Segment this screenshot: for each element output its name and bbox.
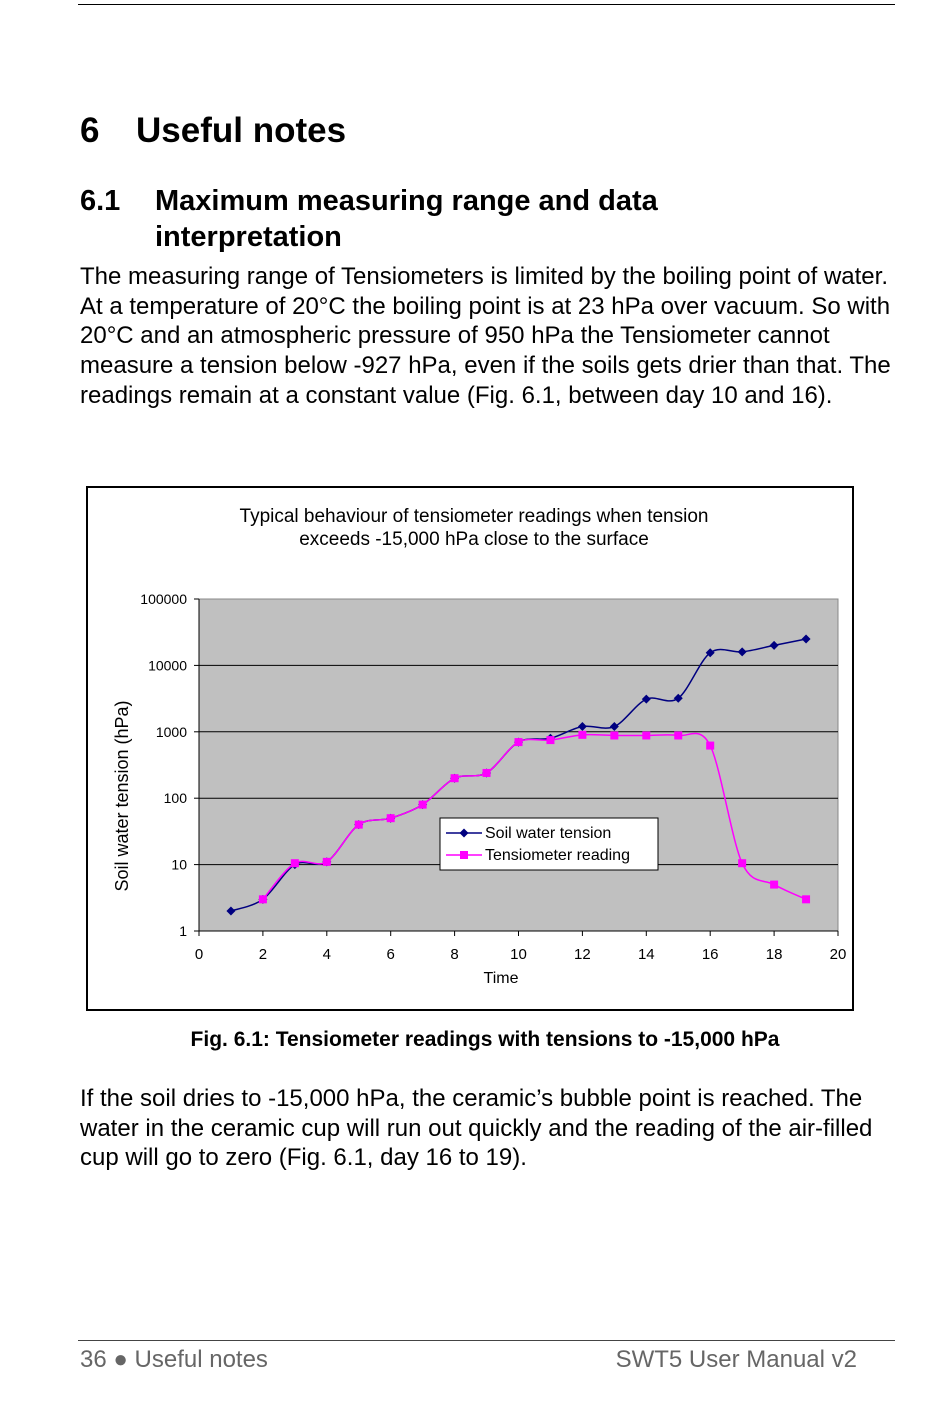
x-tick-label: 10 — [510, 946, 527, 963]
section-number: 6 — [80, 111, 100, 150]
subsection-number: 6.1 — [80, 185, 121, 217]
data-point — [483, 769, 491, 777]
plot-area — [140, 591, 846, 963]
x-tick-label: 8 — [450, 946, 459, 963]
y-tick-label: 100 — [163, 790, 187, 807]
x-axis-label: Time — [483, 970, 519, 987]
data-point — [259, 895, 267, 903]
x-tick-label: 18 — [765, 946, 783, 963]
figure-caption: Fig. 6.1: Tensiometer readings with tensions to -15,000 hPa — [190, 1028, 780, 1051]
data-point — [578, 731, 586, 739]
chart-title-line2: exceeds -15,000 hPa close to the surface — [299, 529, 649, 550]
data-point — [770, 881, 778, 889]
x-tick-label: 14 — [637, 946, 655, 963]
y-tick-label: 1 — [179, 923, 187, 939]
x-tick-label: 16 — [701, 946, 719, 963]
chart-svg — [88, 488, 856, 1013]
y-tick-label: 1000 — [155, 723, 187, 740]
x-tick-label: 2 — [258, 946, 268, 963]
y-tick-label: 10 — [171, 856, 187, 873]
legend-label: Soil water tension — [485, 825, 612, 842]
data-point — [546, 736, 554, 744]
data-point — [355, 821, 363, 829]
closing-paragraph: If the soil dries to -15,000 hPa, the ceramic’s bubble point is reached. The water in the ceramic cup will run out quickly and the reading of the air-filled cup will go to zero (Fig. 6.1, day 16 to 19). — [80, 1085, 873, 1172]
data-point — [291, 859, 299, 867]
intro-paragraph: The measuring range of Tensiometers is limited by the boiling point of water. At a temperature of 20°C the boiling point is at 23 hPa over vacuum. So with 20°C and an atmospheric pressure of 950 hPa the Tensiometer cannot measure a tension below -927 hPa, even if the soils gets drier than that. The readings remain at a constant value (Fig. 6.1, between day 10 and 16). — [80, 263, 891, 409]
y-tick-label: 10000 — [148, 657, 187, 674]
y-tick-label: 100000 — [140, 591, 187, 607]
x-tick-label: 12 — [574, 946, 591, 963]
data-point — [419, 801, 427, 809]
footer-manual-title: SWT5 User Manual v2 — [615, 1346, 857, 1373]
footer-rule — [78, 1340, 895, 1341]
data-point — [738, 859, 746, 867]
legend-label: Tensiometer reading — [485, 847, 630, 864]
data-point — [642, 731, 650, 739]
data-point — [674, 731, 682, 739]
x-tick-label: 20 — [829, 946, 847, 963]
data-point — [515, 738, 523, 746]
chart-title-line1: Typical behaviour of tensiometer readings when tension — [239, 506, 709, 527]
x-tick-label: 4 — [322, 946, 331, 963]
y-axis-label: Soil water tension (hPa) — [112, 700, 132, 892]
top-rule — [78, 4, 895, 5]
section-title: Useful notes — [136, 111, 347, 150]
data-point — [610, 731, 618, 739]
legend-marker — [460, 851, 468, 859]
subsection-title: Maximum measuring range and data interpretation — [155, 185, 658, 253]
data-point — [451, 774, 459, 782]
data-point — [802, 895, 810, 903]
data-point — [323, 858, 331, 866]
figure-chart — [86, 486, 854, 1011]
data-point — [387, 814, 395, 822]
x-tick-label: 6 — [386, 946, 395, 963]
section-heading — [80, 111, 346, 151]
data-point — [706, 742, 714, 750]
x-tick-label: 0 — [194, 946, 204, 963]
footer-page-section: 36 ● Useful notes — [80, 1346, 268, 1373]
